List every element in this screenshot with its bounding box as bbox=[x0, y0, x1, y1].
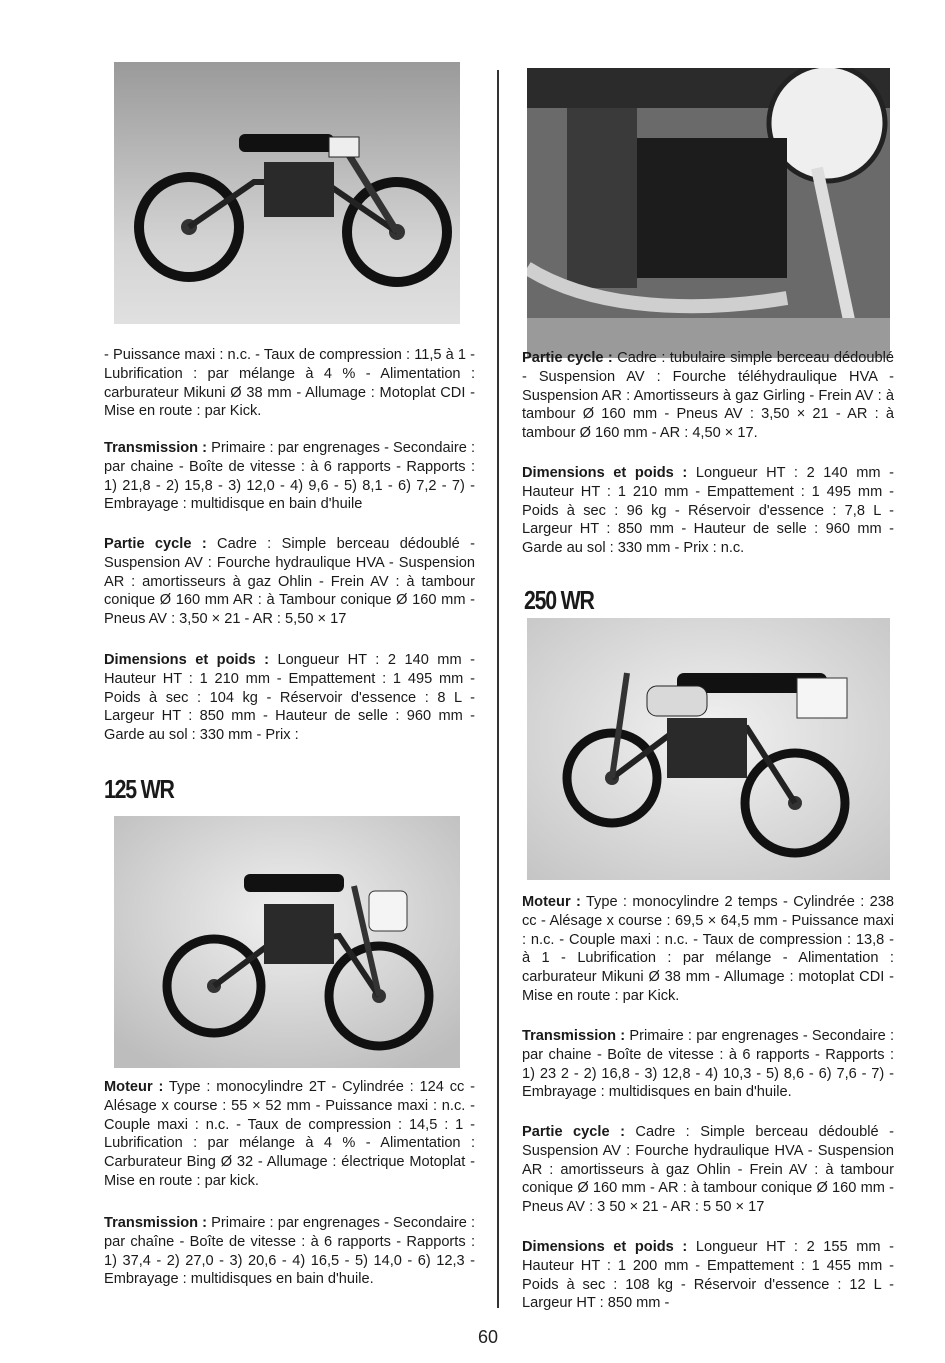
partie-cycle-paragraph-250wr bbox=[522, 1123, 894, 1217]
transmission-label: Transmission : bbox=[104, 440, 208, 456]
moteur-paragraph-125wr bbox=[104, 1078, 475, 1191]
dimensions-text: Longueur HT : 2 155 mm - Hauteur HT : 1 200 mm - Empattement : 1 455 mm - Poids à sec : 108 kg - Réservoir d'essence : 12 L - Largeur HT : 850 mm - bbox=[522, 1239, 894, 1312]
page-number: 60 bbox=[478, 1327, 499, 1347]
partie-cycle-text: Cadre : Simple berceau dédoublé - Suspension AV : Fourche hydraulique HVA - Suspension AR : amortisseurs à gaz Ohlin - Frein AV : à tambour conique Ø 160 mm - AR : à tambour conique Ø 160 mm - Pneus AV : 3 50 × 21 - AR : 5 50 × 17 bbox=[522, 1124, 894, 1216]
transmission-text: Primaire : par engrenages - Secondaire : par chaîne - Boîte de vitesse : à 6 rapports - Rapports : 1) 37,4 - 2) 27,0 - 3) 20,6 - 4) 16,5 - 5) 14,0 - 6) 12,3 - Embrayage : multidisques en bain d'huile. bbox=[104, 1215, 475, 1288]
moteur-paragraph-250wr bbox=[522, 893, 894, 1006]
dimensions-text: Longueur HT : 2 140 mm - Hauteur HT : 1 210 mm - Empattement : 1 495 mm - Poids à sec : 96 kg - Réservoir d'essence : 7,8 L - Largeur HT : 850 mm - Hauteur de selle : 960 mm - Garde au sol : 330 mm - Prix : n.c. bbox=[522, 465, 894, 557]
transmission-label: Transmission : bbox=[522, 1028, 626, 1044]
partie-cycle-paragraph bbox=[104, 535, 475, 629]
partie-cycle-text: Cadre : tubulaire simple berceau dédoublé - Suspension AV : Fourche téléhydraulique HVA - Suspension AR : Amortisseurs à gaz Girling - Frein AV : à tambour Ø 160 mm - Pneus AV : 3,50 × 21 - AR : à tambour Ø 160 mm - AR : 4,50 × 17. bbox=[522, 350, 894, 442]
moteur-text: Type : monocylindre 2T - Cylindrée : 124 cc - Alésage x course : 55 × 52 mm - Puissance maxi : n.c. - Couple maxi : n.c. - Taux de compression : 14,5 : 1 - Lubrification : par mélange à 4 % - Alimentation : Carburateur Bing Ø 32 - Allumage : électrique Motoplat - Mise en route : par kick. bbox=[104, 1079, 475, 1189]
motorcycle-photo-125wr bbox=[114, 816, 460, 1068]
column-divider bbox=[497, 70, 499, 1308]
dimensions-paragraph bbox=[104, 651, 475, 745]
transmission-paragraph-125wr bbox=[104, 1214, 475, 1289]
transmission-paragraph-250wr bbox=[522, 1027, 894, 1102]
motorcycle-photo-250wr bbox=[527, 618, 890, 880]
model-title-125wr: 125 WR bbox=[104, 774, 174, 804]
intro-text: - Puissance maxi : n.c. - Taux de compression : 11,5 à 1 - Lubrification : par mélange à 4 % - Alimentation : carburateur Mikuni Ø 38 mm - Allumage : Motoplat CDI - Mise en route : par Kick. bbox=[104, 347, 475, 420]
transmission-text: Primaire : par engrenages - Secondaire : par chaine - Boîte de vitesse : à 6 rapports - Rapports : 1) 23 2 - 2) 16,8 - 3) 12,8 - 4) 10,3 - 5) 8,6 - 6) 7,6 - 7) - Embrayage : multidisques en bain d'huile. bbox=[522, 1028, 894, 1101]
dimensions-label: Dimensions et poids : bbox=[522, 1239, 688, 1255]
dimensions-label: Dimensions et poids : bbox=[104, 652, 269, 668]
partie-cycle-label: Partie cycle : bbox=[522, 1124, 625, 1140]
partie-cycle-label: Partie cycle : bbox=[104, 536, 207, 552]
intro-paragraph bbox=[104, 346, 475, 421]
partie-cycle-label: Partie cycle : bbox=[522, 350, 613, 366]
dimensions-label: Dimensions et poids : bbox=[522, 465, 688, 481]
dimensions-text: Longueur HT : 2 140 mm - Hauteur HT : 1 210 mm - Empattement : 1 495 mm - Poids à sec : 104 kg - Réservoir d'essence : 8 L - Largeur HT : 850 mm - Hauteur de selle : 960 mm - Garde au sol : 330 mm - Prix : bbox=[104, 652, 475, 744]
dimensions-paragraph bbox=[522, 464, 894, 558]
moteur-label: Moteur : bbox=[522, 894, 581, 910]
transmission-paragraph bbox=[104, 439, 475, 514]
transmission-text: Primaire : par engrenages - Secondaire : par chaine - Boîte de vitesse : à 6 rapports - Rapports : 1) 21,8 - 2) 15,8 - 3) 12,0 - 4) 9,6 - 5) 8,1 - 6) 7,2 - 7) - Embrayage : multidisque en bain d'huile bbox=[104, 440, 475, 513]
partie-cycle-paragraph bbox=[522, 349, 894, 443]
transmission-label: Transmission : bbox=[104, 1215, 208, 1231]
motorcycle-closeup-photo bbox=[527, 68, 890, 358]
moteur-text: Type : monocylindre 2 temps - Cylindrée : 238 cc - Alésage x course : 69,5 × 64,5 mm - Puissance maxi : n.c. - Couple maxi : n.c. - Taux de compression : 13,8 - à 1 - Lubrification : par mélange - Alimentation : carburateur Mikuni Ø 38 mm - Allumage : motoplat CDI - Mise en route : par Kick. bbox=[522, 894, 894, 1004]
model-title-250wr: 250 WR bbox=[524, 585, 594, 615]
partie-cycle-text: Cadre : Simple berceau dédoublé - Suspension AV : Fourche hydraulique HVA - Suspension AR : amortisseurs à gaz Ohlin - Frein AV : à tambour conique Ø 160 mm AR : à Tambour conique Ø 160 mm - Pneus AV : 3,50 × 21 - AR : 5,50 × 17 bbox=[104, 536, 475, 628]
moteur-label: Moteur : bbox=[104, 1079, 164, 1095]
motorcycle-photo-top-left bbox=[114, 62, 460, 324]
dimensions-paragraph-250wr bbox=[522, 1238, 894, 1313]
